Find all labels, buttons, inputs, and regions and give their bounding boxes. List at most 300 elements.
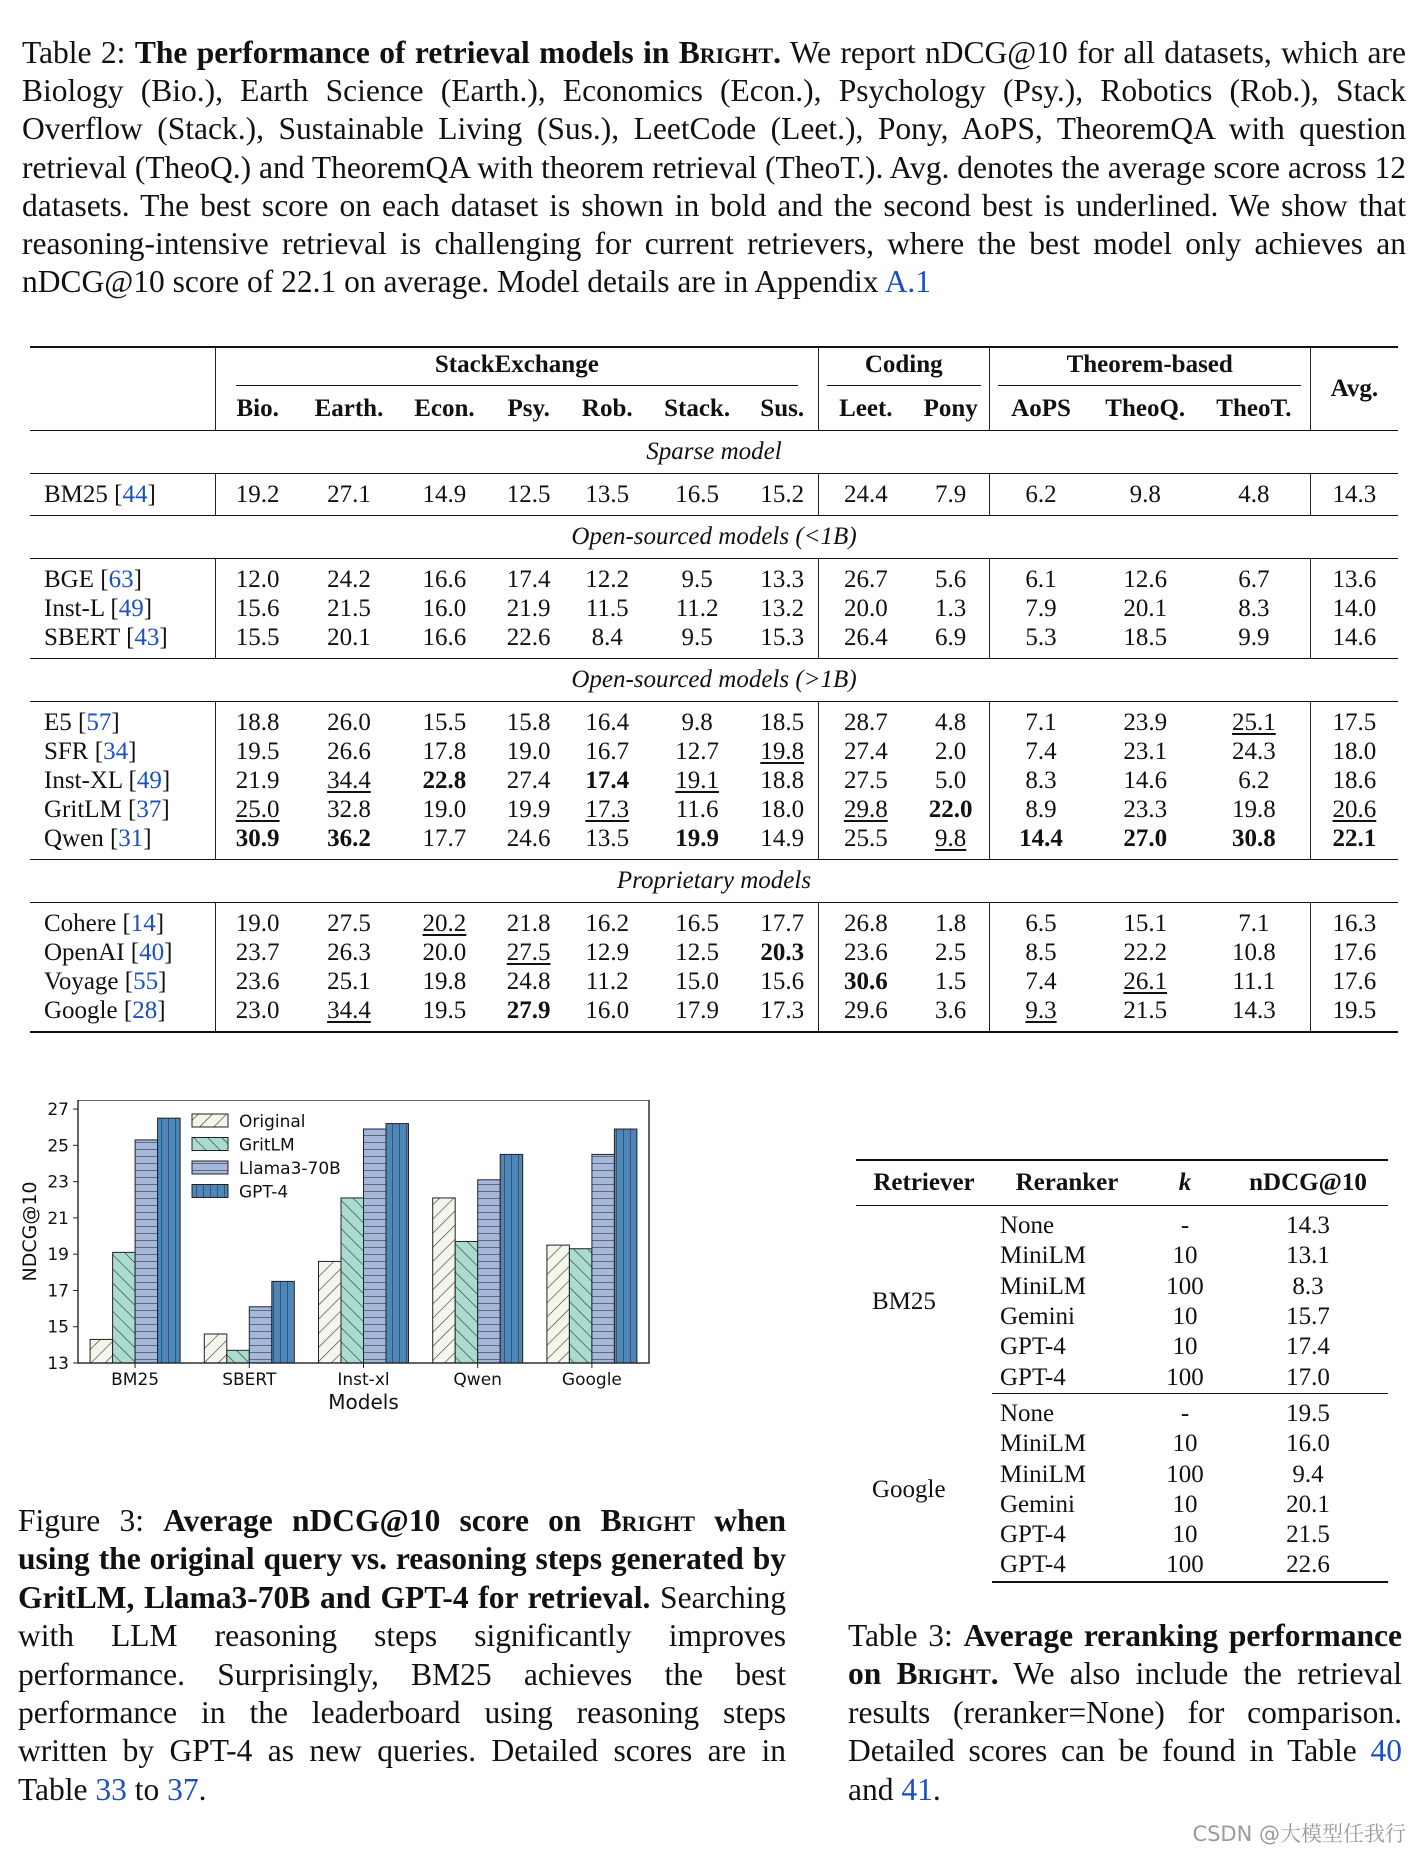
score-value: 13.3	[760, 565, 805, 593]
score-cell	[215, 702, 299, 738]
column-header: Leet.	[818, 388, 912, 431]
figure3-caption	[18, 1502, 786, 1809]
score-cell	[490, 474, 566, 516]
score-cell	[913, 903, 989, 939]
score-cell	[747, 623, 819, 659]
score-value: 13.5	[585, 824, 630, 852]
table-row	[30, 474, 1398, 516]
score-cell	[1310, 996, 1398, 1032]
score-cell	[648, 737, 747, 766]
score-value: 19.8	[1232, 795, 1276, 823]
score-value: 5.0	[935, 766, 967, 794]
model-name-cell: GritLM [37]	[44, 795, 170, 823]
reranker-name: MiniLM	[1000, 1272, 1087, 1300]
score-cell	[913, 967, 989, 996]
score-cell	[398, 623, 490, 659]
score-value: 19.0	[422, 795, 467, 823]
score-cell	[1092, 824, 1198, 860]
k-value: 100	[1142, 1550, 1228, 1581]
legend-label: GPT-4	[239, 1182, 289, 1203]
score-cell	[913, 737, 989, 766]
bar-gpt-4-inst-xl	[386, 1124, 409, 1363]
score-value: 13.6	[1332, 565, 1377, 593]
score-cell	[648, 795, 747, 824]
score-value: 2.5	[935, 938, 967, 966]
score-cell	[1310, 702, 1398, 738]
score-cell	[1092, 938, 1198, 967]
column-header: Sus.	[760, 395, 805, 422]
score-value: 12.0	[235, 565, 280, 593]
score-cell	[913, 702, 989, 738]
score-value: 28.7	[843, 708, 888, 736]
score-value: 16.5	[675, 909, 719, 937]
bar-original-google	[547, 1245, 570, 1363]
citation-link[interactable]: 49	[136, 766, 162, 794]
score-cell	[567, 559, 648, 595]
citation-link[interactable]: 43	[134, 623, 160, 651]
reranker-name: GPT-4	[1000, 1333, 1066, 1361]
legend-swatch-original	[192, 1114, 228, 1127]
score-value: 14.3	[1232, 996, 1276, 1024]
score-cell	[567, 737, 648, 766]
score-cell	[215, 474, 299, 516]
score-cell	[398, 938, 490, 967]
score-cell	[913, 996, 989, 1032]
chart-y-axis-label: NDCG@10	[19, 1181, 41, 1282]
score-value: 24.8	[506, 967, 551, 995]
appendix-link[interactable]: A.1	[884, 264, 932, 300]
bar-gritlm-inst-xl	[341, 1198, 364, 1363]
score-value: 26.3	[327, 938, 371, 966]
citation-link[interactable]: 31	[118, 824, 144, 852]
score-value: 18.0	[760, 795, 805, 823]
score-cell	[818, 559, 912, 595]
score-value: 18.5	[1123, 623, 1168, 651]
group-coding-label: Coding	[827, 351, 981, 386]
score-value: 15.5	[235, 623, 280, 651]
score-cell	[398, 594, 490, 623]
score-cell	[989, 766, 1092, 795]
score-cell	[490, 938, 566, 967]
score-value: 11.6	[675, 795, 719, 823]
legend-label: Original	[239, 1112, 306, 1132]
legend-label: Llama3-70B	[239, 1159, 341, 1179]
score-value: 15.2	[760, 480, 805, 508]
score-cell	[989, 996, 1092, 1032]
score-value: 5.6	[935, 565, 967, 593]
score-cell	[747, 594, 819, 623]
score-value: 17.7	[422, 824, 467, 852]
score-cell	[215, 967, 299, 996]
table-row	[30, 795, 1398, 824]
ndcg-value: 17.0	[1228, 1362, 1388, 1393]
score-value: 15.5	[422, 708, 467, 736]
score-cell	[1198, 766, 1310, 795]
score-cell	[648, 702, 747, 738]
model-name: E5	[44, 708, 72, 736]
score-cell	[747, 996, 819, 1032]
reranker-name: GPT-4	[1000, 1521, 1066, 1549]
citation-link[interactable]: 37	[136, 795, 162, 823]
score-cell	[567, 594, 648, 623]
ndcg-value: 9.4	[1292, 1460, 1324, 1488]
score-value: 19.8	[760, 737, 805, 765]
score-value: 6.7	[1238, 565, 1270, 593]
score-value: 15.3	[760, 623, 805, 651]
score-cell	[747, 938, 819, 967]
score-cell	[300, 996, 399, 1032]
citation-link[interactable]: 14	[130, 909, 156, 937]
score-value: 1.5	[935, 967, 967, 995]
score-value: 8.5	[1025, 938, 1057, 966]
score-value: 11.1	[1232, 967, 1276, 995]
score-value: 15.1	[1123, 909, 1168, 937]
x-tick-label: Google	[561, 1370, 622, 1390]
table-row	[856, 1393, 1388, 1429]
score-cell	[490, 824, 566, 860]
score-cell	[989, 737, 1092, 766]
table-link-33[interactable]: 33	[95, 1771, 127, 1807]
model-name: Voyage	[44, 967, 119, 995]
score-cell	[1092, 967, 1198, 996]
score-value: 21.9	[235, 766, 280, 794]
score-value: 10.8	[1232, 938, 1276, 966]
score-value: 25.5	[843, 824, 888, 852]
csdn-watermark: CSDN @大模型任我行	[1192, 1822, 1406, 1846]
score-cell	[490, 766, 566, 795]
column-header: Bio.	[215, 388, 299, 431]
citation-link[interactable]: 63	[108, 565, 134, 593]
table-link-40[interactable]: 40	[1370, 1733, 1402, 1769]
score-value: 25.0	[235, 795, 280, 823]
score-value: 29.6	[843, 996, 888, 1024]
reranker-name: MiniLM	[1000, 1242, 1087, 1270]
score-cell	[300, 594, 399, 623]
table2-caption-title: The performance of retrieval models in	[134, 35, 679, 70]
score-cell	[490, 737, 566, 766]
score-value: 20.0	[422, 938, 467, 966]
column-header: AoPS	[989, 388, 1092, 431]
score-value: 12.9	[585, 938, 630, 966]
score-value: 12.2	[585, 565, 630, 593]
retriever-name: BM25	[872, 1288, 936, 1316]
score-cell	[490, 623, 566, 659]
table-link-41[interactable]: 41	[901, 1771, 933, 1807]
score-value: 21.5	[327, 594, 371, 622]
score-cell	[300, 474, 399, 516]
score-cell	[1092, 766, 1198, 795]
bright-name: Bright	[678, 35, 774, 70]
citation-link[interactable]: 44	[122, 480, 148, 508]
bar-llama3-70b-google	[592, 1154, 615, 1363]
score-value: 19.5	[235, 737, 280, 765]
citation-link[interactable]: 34	[103, 737, 129, 765]
score-cell	[215, 996, 299, 1032]
score-cell	[747, 559, 819, 595]
score-cell	[215, 903, 299, 939]
column-header: Econ.	[414, 395, 475, 422]
score-cell	[913, 938, 989, 967]
score-value: 36.2	[327, 824, 371, 852]
column-header: TheoT.	[1216, 395, 1292, 422]
k-value: 10	[1172, 1490, 1198, 1518]
group-theorem	[989, 347, 1310, 388]
chart-legend	[192, 1112, 341, 1203]
score-cell	[398, 903, 490, 939]
score-value: 29.8	[843, 795, 888, 823]
citation-link[interactable]: 28	[132, 996, 158, 1024]
score-cell	[1198, 795, 1310, 824]
group-coding	[818, 347, 989, 388]
score-cell	[913, 795, 989, 824]
score-value: 24.3	[1232, 737, 1276, 765]
score-cell	[648, 594, 747, 623]
score-value: 27.4	[506, 766, 551, 794]
score-cell	[398, 996, 490, 1032]
reranker-name: Gemini	[1000, 1490, 1075, 1518]
score-value: 9.8	[1129, 480, 1161, 508]
score-value: 2.0	[935, 737, 967, 765]
bar-original-qwen	[433, 1198, 456, 1363]
ndcg-value: 21.5	[1286, 1521, 1330, 1549]
bright-name: Bright	[600, 1503, 695, 1538]
score-cell	[1310, 938, 1398, 967]
score-cell	[1310, 737, 1398, 766]
bar-gpt-4-bm25	[158, 1118, 181, 1363]
score-value: 24.2	[327, 565, 371, 593]
score-value: 8.3	[1238, 594, 1270, 622]
bar-llama3-70b-bm25	[135, 1140, 158, 1363]
score-value: 19.8	[422, 967, 467, 995]
citation-link[interactable]: 49	[118, 594, 144, 622]
score-cell	[818, 824, 912, 860]
score-value: 26.4	[843, 623, 888, 651]
score-cell	[989, 795, 1092, 824]
score-value: 16.0	[585, 996, 630, 1024]
score-cell	[818, 903, 912, 939]
table-row	[30, 594, 1398, 623]
score-cell	[300, 967, 399, 996]
score-value: 22.8	[422, 766, 467, 794]
score-cell	[818, 795, 912, 824]
score-cell	[1310, 967, 1398, 996]
score-cell	[1198, 702, 1310, 738]
score-value: 7.1	[1238, 909, 1270, 937]
score-cell	[989, 594, 1092, 623]
score-cell	[1198, 594, 1310, 623]
score-cell	[567, 938, 648, 967]
score-value: 8.9	[1025, 795, 1057, 823]
score-cell	[747, 766, 819, 795]
bar-gritlm-sbert	[227, 1350, 250, 1363]
score-value: 20.6	[1332, 795, 1377, 823]
score-value: 11.5	[585, 594, 629, 622]
table-row	[30, 702, 1398, 738]
citation-link[interactable]: 55	[133, 967, 159, 995]
score-cell	[490, 903, 566, 939]
score-value: 19.5	[1332, 996, 1377, 1024]
citation-link[interactable]: 57	[86, 708, 112, 736]
score-value: 18.5	[760, 708, 805, 736]
bar-gritlm-qwen	[455, 1241, 478, 1363]
score-cell	[1198, 623, 1310, 659]
score-cell	[1198, 737, 1310, 766]
score-value: 8.3	[1025, 766, 1057, 794]
score-value: 27.5	[327, 909, 371, 937]
score-cell	[567, 795, 648, 824]
table2-body	[30, 431, 1398, 1033]
reranker-name: None	[1000, 1212, 1055, 1240]
table-row	[30, 903, 1398, 939]
score-value: 12.7	[675, 737, 719, 765]
caption-connector: and	[848, 1771, 902, 1807]
model-name: GritLM	[44, 795, 122, 823]
score-value: 16.7	[585, 737, 630, 765]
score-value: 15.8	[506, 708, 551, 736]
score-value: 34.4	[327, 766, 371, 794]
citation-link[interactable]: 40	[139, 938, 165, 966]
score-value: 20.1	[327, 623, 371, 651]
score-value: 22.0	[928, 795, 973, 823]
table-row	[30, 559, 1398, 595]
score-value: 26.0	[327, 708, 371, 736]
figure3-caption-text: Searching with LLM reasoning steps significantly improves performance. Surprisingly, BM25 achieves the best performance in the leaderboard using reasoning steps written by GPT-4 as new queries. Detailed scores are in Table	[18, 1579, 787, 1807]
score-value: 6.2	[1025, 480, 1057, 508]
score-value: 4.8	[1238, 480, 1270, 508]
score-value: 24.4	[843, 480, 888, 508]
score-value: 9.9	[1238, 623, 1270, 651]
score-cell	[567, 702, 648, 738]
score-value: 4.8	[935, 708, 967, 736]
ndcg-value: 8.3	[1292, 1272, 1324, 1300]
score-cell	[1198, 824, 1310, 860]
section-title: Proprietary models	[30, 860, 1398, 903]
score-value: 15.0	[675, 967, 719, 995]
score-cell	[747, 903, 819, 939]
table3-caption-label: Table 3:	[848, 1618, 953, 1653]
ndcg-value: 20.1	[1286, 1490, 1330, 1518]
score-value: 27.5	[506, 938, 551, 966]
x-tick-label: Inst-xl	[337, 1370, 390, 1390]
score-cell	[300, 559, 399, 595]
score-value: 17.6	[1332, 967, 1377, 995]
score-value: 27.9	[506, 996, 551, 1024]
score-value: 23.9	[1123, 708, 1168, 736]
score-value: 6.2	[1238, 766, 1270, 794]
score-cell	[648, 824, 747, 860]
x-tick-label: Qwen	[453, 1370, 502, 1390]
score-value: 20.2	[422, 909, 467, 937]
score-cell	[1310, 766, 1398, 795]
ndcg-value: 19.5	[1286, 1399, 1330, 1427]
ndcg-value: 22.6	[1228, 1550, 1388, 1581]
score-cell	[1198, 474, 1310, 516]
table3-caption-title: Average reranking performance on	[848, 1618, 1402, 1692]
reranker-name: None	[1000, 1399, 1055, 1427]
score-value: 30.8	[1232, 824, 1276, 852]
bar-gpt-4-sbert	[272, 1281, 295, 1363]
model-name: BM25	[44, 480, 108, 508]
score-cell	[300, 824, 399, 860]
score-cell	[818, 702, 912, 738]
score-cell	[300, 795, 399, 824]
score-cell	[648, 623, 747, 659]
legend-label: GritLM	[239, 1135, 295, 1156]
reranker-name: MiniLM	[1000, 1430, 1087, 1458]
score-value: 23.6	[843, 938, 888, 966]
score-cell	[300, 623, 399, 659]
score-cell	[818, 737, 912, 766]
group-stackexchange-label: StackExchange	[236, 351, 798, 386]
column-header: Psy.	[507, 395, 550, 422]
score-cell	[398, 737, 490, 766]
bar-original-inst-xl	[319, 1261, 342, 1363]
model-name: Google	[44, 996, 118, 1024]
score-value: 26.8	[843, 909, 888, 937]
score-value: 12.5	[506, 480, 551, 508]
column-headers	[30, 388, 1398, 431]
x-tick-label: BM25	[111, 1370, 160, 1390]
table2-caption-label: Table 2:	[22, 35, 126, 70]
score-value: 21.8	[506, 909, 551, 937]
score-cell	[567, 474, 648, 516]
score-value: 14.3	[1332, 480, 1377, 508]
model-header-empty	[30, 347, 215, 388]
score-value: 19.0	[506, 737, 551, 765]
score-value: 7.1	[1025, 708, 1057, 736]
score-cell	[648, 938, 747, 967]
caption-connector: to	[126, 1771, 168, 1807]
model-name-cell: Inst-XL [49]	[44, 766, 171, 794]
score-value: 27.5	[843, 766, 888, 794]
score-cell	[1310, 795, 1398, 824]
score-cell	[648, 559, 747, 595]
score-cell	[1310, 474, 1398, 516]
score-cell	[747, 474, 819, 516]
model-name: OpenAI	[44, 938, 125, 966]
score-cell	[1092, 737, 1198, 766]
score-value: 9.5	[681, 565, 713, 593]
bright-name: Bright	[896, 1656, 991, 1692]
score-cell	[300, 903, 399, 939]
figure3-bar-chart	[14, 1100, 784, 1480]
score-cell	[913, 474, 989, 516]
score-value: 6.5	[1025, 909, 1057, 937]
score-value: 26.6	[327, 737, 371, 765]
score-value: 25.1	[1232, 708, 1276, 736]
table-link-37[interactable]: 37	[167, 1771, 199, 1807]
score-cell	[1092, 903, 1198, 939]
ndcg-value: 14.3	[1286, 1212, 1330, 1240]
score-cell	[818, 766, 912, 795]
score-value: 23.0	[235, 996, 280, 1024]
score-cell	[398, 824, 490, 860]
score-cell	[567, 996, 648, 1032]
table-row	[30, 737, 1398, 766]
score-value: 9.8	[935, 824, 967, 852]
bar-gritlm-google	[569, 1249, 592, 1363]
column-header: Pony	[923, 395, 978, 422]
score-value: 16.3	[1332, 909, 1377, 937]
model-name-cell: BM25 [44]	[30, 474, 215, 516]
ndcg-value: 15.7	[1286, 1303, 1330, 1331]
table-row	[30, 967, 1398, 996]
caption-period: .	[198, 1771, 207, 1807]
table3-reranking-performance	[856, 1159, 1388, 1583]
score-value: 9.8	[681, 708, 713, 736]
score-cell	[818, 474, 912, 516]
figure3-caption-label: Figure 3:	[18, 1503, 144, 1538]
